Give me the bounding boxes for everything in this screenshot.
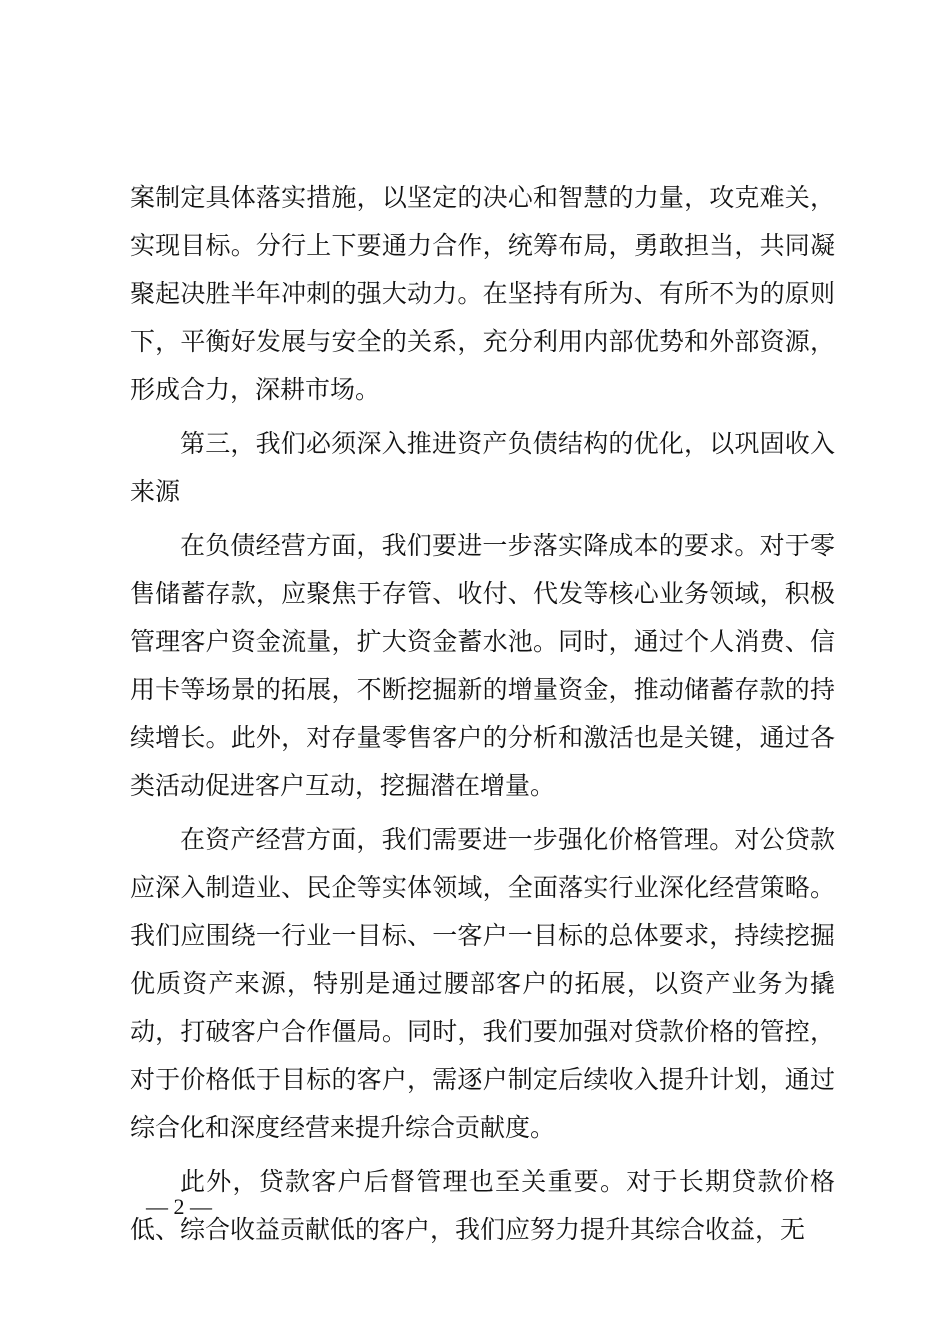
- page-number: — 2 —: [146, 1194, 212, 1219]
- paragraph-assets: 在资产经营方面，我们需要进一步强化价格管理。对公贷款应深入制造业、民企等实体领域，全面落实行业深化经营策略。我们应围绕一行业一目标、一客户一目标的总体要求，持续挖掘优质资产来源，特别是通过腰部客户的拓展，以资产业务为撬动，打破客户合作僵局。同时，我们要加强对贷款价格的管控，对于价格低于目标的客户，需逐户制定后续收入提升计划，通过综合化和深度经营来提升综合贡献度。: [130, 825, 835, 1142]
- paragraph-post-loan: 此外，贷款客户后督管理也至关重要。对于长期贷款价格低、综合收益贡献低的客户，我们应努力提升其综合收益，无: [130, 1167, 835, 1244]
- section-heading-third: 第三，我们必须深入推进资产负债结构的优化，以巩固收入来源: [130, 429, 835, 506]
- body-text: [130, 174, 835, 1254]
- paragraph-continued: 案制定具体落实措施，以坚定的决心和智慧的力量，攻克难关，实现目标。分行上下要通力合作，统筹布局，勇敢担当，共同凝聚起决胜半年冲刺的强大动力。在坚持有所为、有所不为的原则下，平衡好发展与安全的关系，充分利用内部优势和外部资源，形成合力，深耕市场。: [130, 183, 835, 404]
- paragraph-liabilities: 在负债经营方面，我们要进一步落实降成本的要求。对于零售储蓄存款，应聚焦于存管、收付、代发等核心业务领域，积极管理客户资金流量，扩大资金蓄水池。同时，通过个人消费、信用卡等场景的拓展，不断挖掘新的增量资金，推动储蓄存款的持续增长。此外，对存量零售客户的分析和激活也是关键，通过各类活动促进客户互动，挖掘潜在增量。: [130, 531, 835, 800]
